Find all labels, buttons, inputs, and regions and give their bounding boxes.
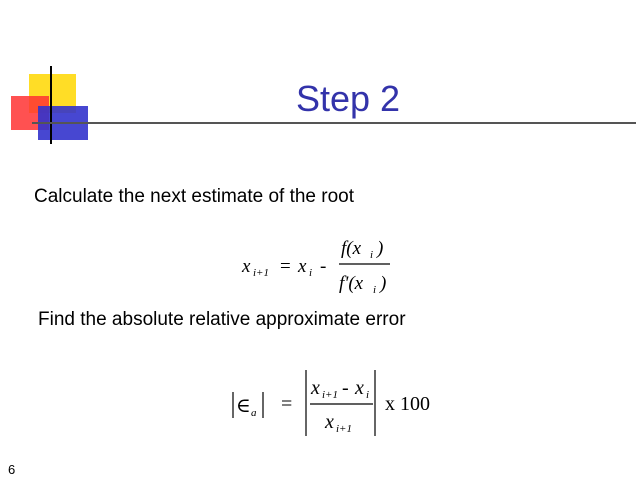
eq2-den-sub: i+1: [336, 423, 352, 435]
eq2-num-minus: -: [342, 377, 349, 399]
eq2-equals: =: [281, 393, 293, 415]
eq2-num-sub1: i+1: [322, 389, 338, 401]
eq1-numerator-sub: i: [370, 249, 374, 261]
slide-number: 6: [8, 462, 16, 477]
eq1-rhs-var: x: [298, 256, 307, 277]
absolute-relative-error-formula: [225, 368, 455, 440]
eq1-lhs-sub: i+1: [253, 267, 269, 279]
eq1-numerator-close: ): [377, 238, 384, 259]
eq1-minus: -: [320, 256, 327, 277]
decorative-vertical-line: [50, 66, 52, 144]
eq1-denominator-sub: i: [373, 284, 377, 296]
title-underline: [32, 122, 636, 124]
eq2-den-var: x: [325, 411, 334, 433]
eq1-rhs-sub: i: [309, 267, 313, 279]
newton-raphson-formula: [238, 236, 408, 296]
eq2-epsilon-sub: a: [251, 407, 257, 419]
instruction-calculate-estimate: Calculate the next estimate of the root: [34, 186, 355, 207]
eq2-num-var1: x: [311, 377, 320, 399]
eq1-denominator: f'(x: [339, 273, 364, 294]
eq2-num-sub2: i: [366, 389, 370, 401]
eq1-lhs-var: x: [242, 256, 251, 277]
eq2-multiplier: x 100: [385, 393, 430, 415]
eq1-denominator-close: ): [380, 273, 387, 294]
slide-title: Step 2: [296, 78, 401, 119]
eq1-equals: =: [280, 256, 291, 277]
instruction-find-error: Find the absolute relative approximate error: [38, 309, 406, 330]
eq1-numerator: f(x: [341, 238, 362, 259]
eq2-num-var2: x: [355, 377, 364, 399]
eq2-epsilon: ∈: [236, 393, 251, 417]
